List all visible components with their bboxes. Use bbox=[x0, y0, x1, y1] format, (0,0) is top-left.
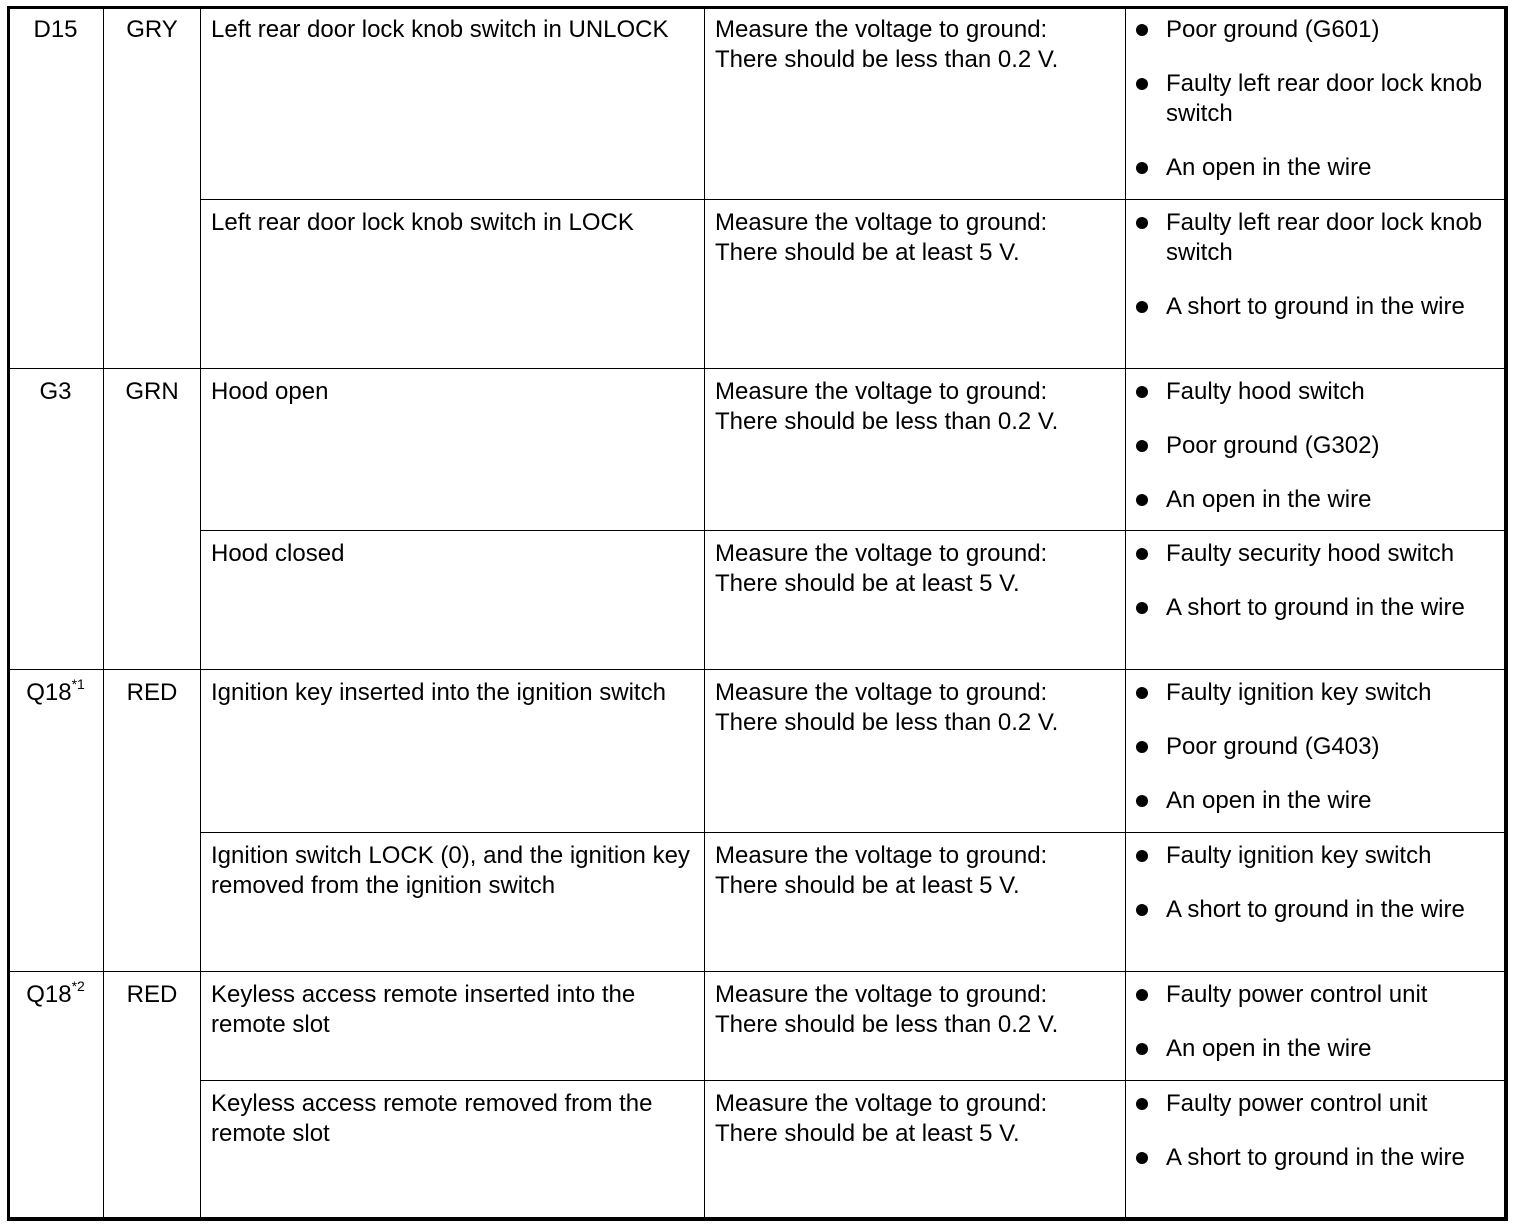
wire-color-cell: RED bbox=[104, 670, 201, 972]
cause-text: An open in the wire bbox=[1166, 154, 1372, 181]
spec-line: Measure the voltage to ground: bbox=[715, 842, 1048, 869]
spec-line: Measure the voltage to ground: bbox=[715, 209, 1048, 236]
cause-text: Faulty security hood switch bbox=[1166, 540, 1455, 567]
table-outer-border bbox=[7, 6, 1507, 1220]
spec-line: There should be less than 0.2 V. bbox=[715, 709, 1059, 736]
wire-color-cell: GRN bbox=[104, 369, 201, 670]
wire-color-cell: GRY bbox=[104, 7, 201, 369]
test-condition: Keyless access remote removed from the remote slot bbox=[201, 1081, 705, 1221]
terminal-label: Q18 bbox=[26, 679, 72, 706]
cause-text: A short to ground in the wire bbox=[1166, 1144, 1465, 1171]
cause-text: A short to ground in the wire bbox=[1166, 594, 1465, 621]
test-condition: Keyless access remote inserted into the remote slot bbox=[201, 972, 705, 1081]
terminal-label: Q18 bbox=[26, 981, 72, 1008]
spec-line: Measure the voltage to ground: bbox=[715, 981, 1048, 1008]
cause-text: Faulty power control unit bbox=[1166, 981, 1428, 1008]
spec-line: Measure the voltage to ground: bbox=[715, 679, 1048, 706]
cause-text: An open in the wire bbox=[1166, 1035, 1372, 1062]
spec-line: Measure the voltage to ground: bbox=[715, 16, 1048, 43]
cause-text: A short to ground in the wire bbox=[1166, 896, 1465, 923]
cause-text: Faulty hood switch bbox=[1166, 378, 1365, 405]
spec-line: There should be at least 5 V. bbox=[715, 570, 1020, 597]
spec-line: There should be less than 0.2 V. bbox=[715, 408, 1059, 435]
spec-line: There should be at least 5 V. bbox=[715, 1120, 1020, 1147]
spec-line: There should be less than 0.2 V. bbox=[715, 46, 1059, 73]
spec-line: There should be at least 5 V. bbox=[715, 239, 1020, 266]
spec-line: There should be at least 5 V. bbox=[715, 872, 1020, 899]
test-condition: Left rear door lock knob switch in LOCK bbox=[201, 200, 705, 369]
cause-text: Faulty left rear door lock knob switch bbox=[1166, 209, 1483, 266]
test-condition: Hood closed bbox=[201, 531, 705, 670]
test-condition: Ignition switch LOCK (0), and the ignition key removed from the ignition switch bbox=[201, 833, 705, 972]
test-condition: Ignition key inserted into the ignition switch bbox=[201, 670, 705, 833]
cause-text: Poor ground (G302) bbox=[1166, 432, 1380, 459]
cause-text: Faulty ignition key switch bbox=[1166, 679, 1432, 706]
test-condition: Hood open bbox=[201, 369, 705, 531]
cause-text: Poor ground (G601) bbox=[1166, 16, 1380, 43]
cause-text: An open in the wire bbox=[1166, 787, 1372, 814]
terminal-label: D15 bbox=[33, 16, 78, 43]
cause-text: Poor ground (G403) bbox=[1166, 733, 1380, 760]
cause-text: A short to ground in the wire bbox=[1166, 293, 1465, 320]
terminal-note: *1 bbox=[71, 676, 85, 692]
spec-line: Measure the voltage to ground: bbox=[715, 378, 1048, 405]
wire-color-cell: RED bbox=[104, 972, 201, 1221]
spec-line: There should be less than 0.2 V. bbox=[715, 1011, 1059, 1038]
terminal-label: G3 bbox=[39, 378, 72, 405]
terminal-note: *2 bbox=[71, 978, 85, 994]
cause-text: Faulty power control unit bbox=[1166, 1090, 1428, 1117]
spec-line: Measure the voltage to ground: bbox=[715, 540, 1048, 567]
cause-text: Faulty ignition key switch bbox=[1166, 842, 1432, 869]
cause-text: An open in the wire bbox=[1166, 486, 1372, 513]
spec-line: Measure the voltage to ground: bbox=[715, 1090, 1048, 1117]
test-condition: Left rear door lock knob switch in UNLOCK bbox=[201, 7, 705, 200]
cause-text: Faulty left rear door lock knob switch bbox=[1166, 70, 1483, 127]
